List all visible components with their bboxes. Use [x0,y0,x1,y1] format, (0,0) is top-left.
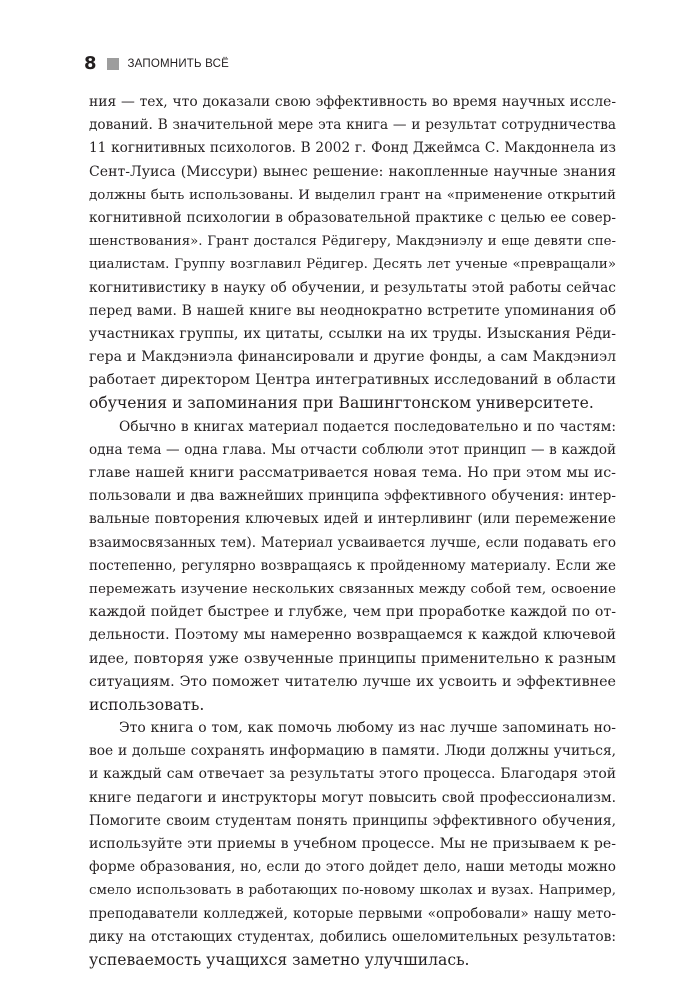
text-line: гера и Макдэниэла финансировали и другие фонды, а сам Макдэниэл [89,349,616,366]
page-number: 8 [84,53,97,74]
text-line: смело использовать в работающих по-новому школах и вузах. Например, [89,883,616,899]
paragraph [89,91,616,416]
running-header [84,53,229,75]
text-line: успеваемость учащихся заметно улучшилась. [89,950,470,969]
header-square-marker [107,58,119,70]
text-line: форме образования, но, если до этого дойдет дело, наши методы можно [89,859,616,876]
text-line: Помогите своим студентам понять принципы эффективного обучения, [89,812,616,829]
text-line: пользовали и два важнейших принципа эффективного обучения: интер- [89,488,616,505]
text-line: работает директором Центра интегративных исследований в области [89,372,616,389]
text-line: перед вами. В нашей книге вы неоднократно встретите упоминания об [89,302,616,319]
book-title: ЗАПОМНИТЬ ВСЁ [127,58,230,70]
text-line: Это книга о том, как помочь любому из нас лучше запоминать но- [119,720,616,737]
text-line: участниках группы, их цитаты, ссылки на их труды. Изыскания Рёди- [89,325,616,342]
text-line: используйте эти приемы в учебном процессе. Мы не призываем к ре- [89,836,616,852]
text-line: Обычно в книгах материал подается последовательно и по частям: [119,418,616,435]
text-line: идее, повторяя уже озвученные принципы применительно к разным [89,650,616,667]
text-line: и каждый сам отвечает за результаты этого процесса. Благодаря этой [89,766,616,783]
text-line: когнитивистику в науку об обучении, и результаты этой работы сейчас [89,279,616,296]
text-line: взаимосвязанных тем). Материал усваивается лучше, если подавать его [89,534,616,551]
text-line: вое и дольше сохранять информацию в памяти. Люди должны учиться, [89,743,616,760]
text-line: каждой пойдет быстрее и глубже, чем при проработке каждой по от- [89,604,616,621]
text-line: книге педагоги и инструкторы могут повысить свой профессионализм. [89,789,616,806]
text-line: главе нашей книги рассматривается новая тема. Но при этом мы ис- [89,465,616,481]
text-line: преподаватели колледжей, которые первыми «опробовали» нашу мето- [89,905,616,922]
text-line: вальные повторения ключевых идей и интерливинг (или перемежение [89,511,616,528]
text-line: ния — тех, что доказали свою эффективность во время научных иссле- [89,94,616,110]
text-line: постепенно, регулярно возвращаясь к пройденному материалу. Если же [89,557,616,574]
text-line: циалистам. Группу возглавил Рёдигер. Десять лет ученые «превращали» [89,257,616,273]
text-line: 11 когнитивных психологов. В 2002 г. Фонд Джеймса С. Макдоннела из [89,140,616,157]
text-line: дику на отстающих студентах, добились ошеломительных результатов: [89,928,616,945]
text-line: когнитивной психологии в образовательной практике с целью ее совер- [89,209,616,226]
text-line: обучения и запоминания при Вашингтонском университете. [89,394,594,413]
text-line: дельности. Поэтому мы намеренно возвращаемся к каждой ключевой [89,627,616,644]
text-line: одна тема — одна глава. Мы отчасти соблюли этот принцип — в каждой [89,441,616,458]
text-line: использовать. [89,695,205,714]
paragraph [89,416,616,717]
text-line: должны быть использованы. И выделил грант на «применение открытий [89,187,616,203]
text-line: перемежать изучение нескольких связанных между собой тем, освоение [89,581,616,597]
paragraph [89,717,616,972]
text-line: дований. В значительной мере эта книга — и результат сотрудничества [89,117,616,134]
text-line: Сент-Луиса (Миссури) вынес решение: накопленные научные знания [89,163,616,180]
text-line: шенствования». Грант достался Рёдигеру, Макдэниэлу и еще девяти спе- [89,234,616,250]
text-line: ситуациям. Это поможет читателю лучше их усвоить и эффективнее [89,673,616,690]
body-text [89,91,616,972]
